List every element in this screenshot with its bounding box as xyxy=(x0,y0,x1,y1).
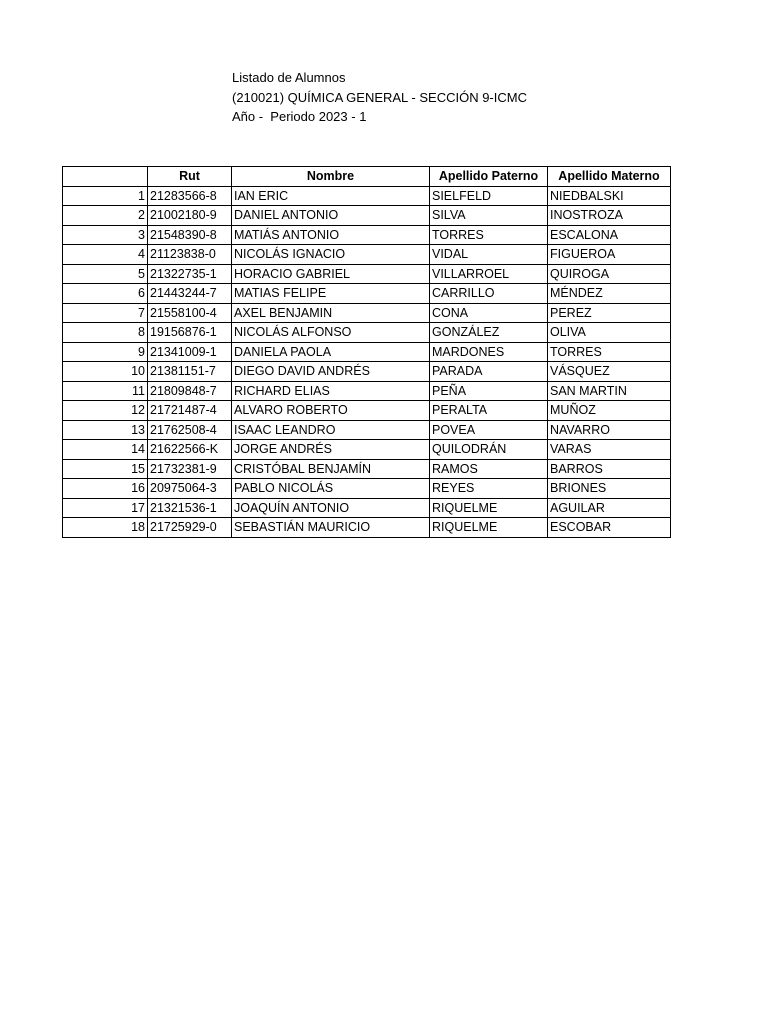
apellido-paterno-cell: RIQUELME xyxy=(430,518,548,538)
table-row xyxy=(63,518,671,538)
rut-cell: 21123838-0 xyxy=(148,245,232,265)
table-row xyxy=(63,381,671,401)
rut-cell: 21622566-K xyxy=(148,440,232,460)
apellido-materno-cell: BRIONES xyxy=(548,479,671,499)
nombre-cell: ALVARO ROBERTO xyxy=(232,401,430,421)
apellido-paterno-cell: CONA xyxy=(430,303,548,323)
course-name: (210021) QUÍMICA GENERAL - SECCIÓN 9-ICMC xyxy=(232,89,527,105)
table-row xyxy=(63,342,671,362)
apellido-paterno-cell: REYES xyxy=(430,479,548,499)
apellido-paterno-cell: POVEA xyxy=(430,420,548,440)
apellido-materno-cell: BARROS xyxy=(548,459,671,479)
apellido-materno-cell: NAVARRO xyxy=(548,420,671,440)
apellido-paterno-cell: PEÑA xyxy=(430,381,548,401)
table-row xyxy=(63,264,671,284)
apellido-materno-cell: AGUILAR xyxy=(548,498,671,518)
column-header-number xyxy=(63,167,148,187)
nombre-cell: PABLO NICOLÁS xyxy=(232,479,430,499)
nombre-cell: IAN ERIC xyxy=(232,186,430,206)
row-number-cell: 6 xyxy=(63,284,148,304)
table-header-row xyxy=(63,167,671,187)
rut-cell: 21002180-9 xyxy=(148,206,232,226)
rut-cell: 21443244-7 xyxy=(148,284,232,304)
nombre-cell: ISAAC LEANDRO xyxy=(232,420,430,440)
apellido-materno-cell: MÉNDEZ xyxy=(548,284,671,304)
document-header xyxy=(232,68,527,127)
nombre-cell: MATIAS FELIPE xyxy=(232,284,430,304)
table-row xyxy=(63,323,671,343)
row-number-cell: 3 xyxy=(63,225,148,245)
rut-cell: 21558100-4 xyxy=(148,303,232,323)
apellido-paterno-cell: GONZÁLEZ xyxy=(430,323,548,343)
apellido-paterno-cell: MARDONES xyxy=(430,342,548,362)
nombre-cell: DANIELA PAOLA xyxy=(232,342,430,362)
apellido-paterno-cell: SIELFELD xyxy=(430,186,548,206)
rut-cell: 21725929-0 xyxy=(148,518,232,538)
rut-cell: 21548390-8 xyxy=(148,225,232,245)
rut-cell: 21321536-1 xyxy=(148,498,232,518)
rut-cell: 21809848-7 xyxy=(148,381,232,401)
apellido-materno-cell: VÁSQUEZ xyxy=(548,362,671,382)
nombre-cell: DIEGO DAVID ANDRÉS xyxy=(232,362,430,382)
apellido-paterno-cell: CARRILLO xyxy=(430,284,548,304)
apellido-materno-cell: OLIVA xyxy=(548,323,671,343)
nombre-cell: AXEL BENJAMIN xyxy=(232,303,430,323)
row-number-cell: 5 xyxy=(63,264,148,284)
apellido-paterno-cell: SILVA xyxy=(430,206,548,226)
table-row xyxy=(63,206,671,226)
apellido-paterno-cell: VILLARROEL xyxy=(430,264,548,284)
row-number-cell: 11 xyxy=(63,381,148,401)
apellido-materno-cell: PEREZ xyxy=(548,303,671,323)
nombre-cell: HORACIO GABRIEL xyxy=(232,264,430,284)
rut-cell: 21721487-4 xyxy=(148,401,232,421)
row-number-cell: 17 xyxy=(63,498,148,518)
table-row xyxy=(63,479,671,499)
apellido-materno-cell: ESCOBAR xyxy=(548,518,671,538)
column-header-apellido-materno: Apellido Materno xyxy=(548,167,671,187)
apellido-materno-cell: NIEDBALSKI xyxy=(548,186,671,206)
table-row xyxy=(63,245,671,265)
table-row xyxy=(63,440,671,460)
nombre-cell: CRISTÓBAL BENJAMÍN xyxy=(232,459,430,479)
table-row xyxy=(63,498,671,518)
row-number-cell: 2 xyxy=(63,206,148,226)
apellido-materno-cell: FIGUEROA xyxy=(548,245,671,265)
apellido-paterno-cell: RIQUELME xyxy=(430,498,548,518)
row-number-cell: 15 xyxy=(63,459,148,479)
row-number-cell: 1 xyxy=(63,186,148,206)
row-number-cell: 4 xyxy=(63,245,148,265)
row-number-cell: 9 xyxy=(63,342,148,362)
nombre-cell: MATIÁS ANTONIO xyxy=(232,225,430,245)
document-title: Listado de Alumnos xyxy=(232,70,346,85)
apellido-paterno-cell: TORRES xyxy=(430,225,548,245)
table-row xyxy=(63,186,671,206)
apellido-paterno-cell: VIDAL xyxy=(430,245,548,265)
rut-cell: 21322735-1 xyxy=(148,264,232,284)
table-row xyxy=(63,362,671,382)
nombre-cell: JOAQUÍN ANTONIO xyxy=(232,498,430,518)
row-number-cell: 7 xyxy=(63,303,148,323)
table-row xyxy=(63,225,671,245)
table-row xyxy=(63,303,671,323)
apellido-paterno-cell: QUILODRÁN xyxy=(430,440,548,460)
apellido-materno-cell: SAN MARTIN xyxy=(548,381,671,401)
nombre-cell: RICHARD ELIAS xyxy=(232,381,430,401)
nombre-cell: DANIEL ANTONIO xyxy=(232,206,430,226)
apellido-materno-cell: TORRES xyxy=(548,342,671,362)
nombre-cell: NICOLÁS ALFONSO xyxy=(232,323,430,343)
rut-cell: 21341009-1 xyxy=(148,342,232,362)
apellido-materno-cell: INOSTROZA xyxy=(548,206,671,226)
nombre-cell: NICOLÁS IGNACIO xyxy=(232,245,430,265)
rut-cell: 21381151-7 xyxy=(148,362,232,382)
column-header-rut: Rut xyxy=(148,167,232,187)
row-number-cell: 16 xyxy=(63,479,148,499)
rut-cell: 21732381-9 xyxy=(148,459,232,479)
row-number-cell: 10 xyxy=(63,362,148,382)
apellido-paterno-cell: PERALTA xyxy=(430,401,548,421)
table-row xyxy=(63,420,671,440)
rut-cell: 21283566-8 xyxy=(148,186,232,206)
column-header-nombre: Nombre xyxy=(232,167,430,187)
table-row xyxy=(63,284,671,304)
row-number-cell: 12 xyxy=(63,401,148,421)
apellido-materno-cell: ESCALONA xyxy=(548,225,671,245)
student-roster-table xyxy=(62,166,671,538)
apellido-materno-cell: VARAS xyxy=(548,440,671,460)
table-body xyxy=(63,186,671,537)
table-row xyxy=(63,401,671,421)
apellido-materno-cell: QUIROGA xyxy=(548,264,671,284)
row-number-cell: 13 xyxy=(63,420,148,440)
rut-cell: 21762508-4 xyxy=(148,420,232,440)
rut-cell: 19156876-1 xyxy=(148,323,232,343)
apellido-paterno-cell: RAMOS xyxy=(430,459,548,479)
row-number-cell: 18 xyxy=(63,518,148,538)
table-row xyxy=(63,459,671,479)
nombre-cell: SEBASTIÁN MAURICIO xyxy=(232,518,430,538)
apellido-paterno-cell: PARADA xyxy=(430,362,548,382)
rut-cell: 20975064-3 xyxy=(148,479,232,499)
row-number-cell: 14 xyxy=(63,440,148,460)
column-header-apellido-paterno: Apellido Paterno xyxy=(430,167,548,187)
apellido-materno-cell: MUÑOZ xyxy=(548,401,671,421)
nombre-cell: JORGE ANDRÉS xyxy=(232,440,430,460)
row-number-cell: 8 xyxy=(63,323,148,343)
academic-period: Año - Periodo 2023 - 1 xyxy=(232,109,367,124)
